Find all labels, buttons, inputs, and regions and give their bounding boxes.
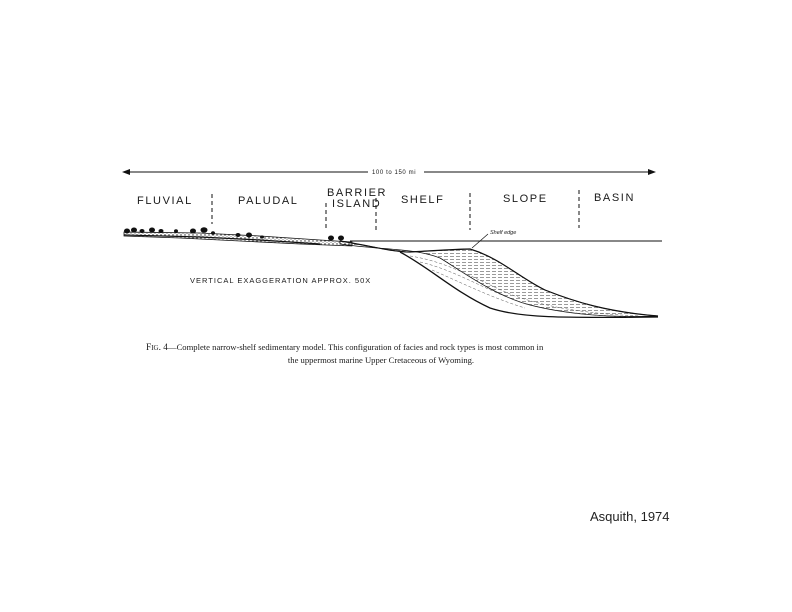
zone-label-shelf: SHELF [401, 194, 445, 206]
zone-label-slope: SLOPE [503, 193, 548, 205]
zone-label-basin: BASIN [594, 192, 636, 204]
figure-caption [146, 341, 646, 366]
shelf-edge-label: Shelf edge [490, 230, 517, 236]
scale-arrow [122, 169, 656, 176]
caption-line2: the uppermost marine Upper Cretaceous of Wyoming. [287, 355, 475, 365]
caption-fig-number: Fig. 4 [146, 343, 168, 353]
shelf-slope-wedge [340, 241, 658, 317]
zone-label-fluvial: FLUVIAL [137, 195, 193, 207]
vertical-exaggeration-label: VERTICAL EXAGGERATION APPROX. 50X [190, 276, 372, 285]
caption-line1: —Complete narrow-shelf sedimentary model. This configuration of facies and rock types is most common in [167, 342, 544, 352]
citation: Asquith, 1974 [590, 509, 670, 524]
zone-label-barrier: BARRIER [327, 187, 388, 199]
zone-label-paludal: PALUDAL [238, 195, 299, 207]
zone-label-island: ISLAND [332, 198, 382, 210]
scale-label: 100 to 150 mi [372, 170, 417, 176]
coastal-plain [124, 227, 352, 246]
